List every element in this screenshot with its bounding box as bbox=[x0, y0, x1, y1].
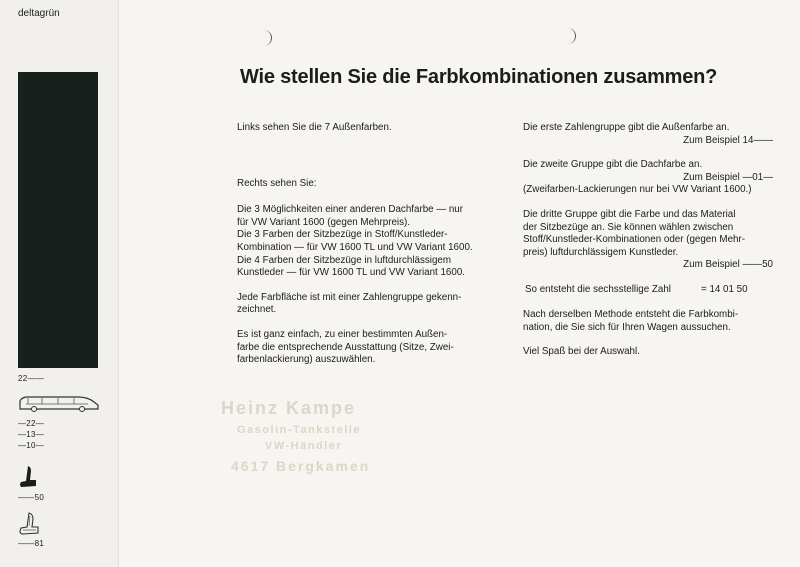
right-b1-example: Zum Beispiel 14—— bbox=[683, 134, 773, 146]
left-p3-line: Die 3 Farben der Sitzbezüge in Stoff/Kunstleder- bbox=[237, 229, 448, 241]
color-name: deltagrün bbox=[18, 8, 60, 19]
left-p5 bbox=[237, 329, 499, 367]
car-side-icon bbox=[18, 394, 100, 412]
left-p4-line: Jede Farbfläche ist mit einer Zahlengruppe gekenn- bbox=[237, 291, 462, 303]
left-p3-line: Die 4 Farben der Sitzbezüge in luftdurchlässigem bbox=[237, 254, 452, 266]
right-b4-line: nation, die Sie sich für Ihren Wagen aussuchen. bbox=[523, 321, 731, 333]
right-b4 bbox=[523, 309, 773, 334]
roof-code-1: —22— bbox=[18, 419, 45, 428]
result-row bbox=[523, 284, 773, 297]
exterior-color-swatch bbox=[18, 72, 98, 368]
color-sidebar bbox=[0, 0, 119, 567]
binding-hole-right bbox=[565, 28, 576, 44]
right-b1: Die erste Zahlengruppe gibt die Außenfarbe an. bbox=[523, 122, 730, 133]
right-b3-line: Die dritte Gruppe gibt die Farbe und das Material bbox=[523, 208, 736, 220]
stamp-line-4: 4617 Bergkamen bbox=[231, 458, 371, 474]
left-p3 bbox=[237, 204, 499, 280]
seat-fabric-code: ——50 bbox=[18, 493, 45, 502]
stamp-line-1: Heinz Kampe bbox=[221, 398, 357, 418]
roof-code-2: —13— bbox=[18, 430, 45, 439]
right-b2-note: (Zweifarben-Lackierungen nur bei VW Variant 1600.) bbox=[523, 184, 752, 196]
left-p1: Links sehen Sie die 7 Außenfarben. bbox=[237, 122, 392, 133]
left-p3-line: Kunstleder — für VW 1600 TL und VW Variant 1600. bbox=[237, 267, 465, 279]
right-b3-line: preis) luftdurchlässigem Kunstleder. bbox=[523, 246, 679, 258]
left-p3-line: Die 3 Möglichkeiten einer anderen Dachfarbe — nur bbox=[237, 204, 463, 216]
left-p5-line: farbenlackierung) auszuwählen. bbox=[237, 354, 376, 366]
right-b3-line: der Sitzbezüge an. Sie können wählen zwischen bbox=[523, 221, 734, 233]
left-p3-line: Kombination — für VW 1600 TL und VW Variant 1600. bbox=[237, 241, 473, 253]
left-p5-line: farbe die entsprechende Ausstattung (Sitze, Zwei- bbox=[237, 341, 454, 353]
left-p3-line: für VW Variant 1600 (gegen Mehrpreis). bbox=[237, 216, 410, 228]
right-b2: Die zweite Gruppe gibt die Dachfarbe an. bbox=[523, 159, 703, 171]
binding-hole-left bbox=[261, 30, 272, 46]
right-b4-line: Nach derselben Methode entsteht die Farbkombi- bbox=[523, 308, 739, 320]
result-value: = 14 01 50 bbox=[701, 283, 748, 295]
stamp-line-2: Gasolin-Tankstelle bbox=[237, 424, 361, 436]
right-b5: Viel Spaß bei der Auswahl. bbox=[523, 346, 640, 358]
result-label: So entsteht die sechsstellige Zahl bbox=[525, 283, 671, 295]
left-p5-line: Es ist ganz einfach, zu einer bestimmten Außen- bbox=[237, 328, 448, 340]
right-b2-example: Zum Beispiel —01— bbox=[683, 171, 773, 183]
content-page bbox=[119, 0, 800, 567]
right-b3-example: Zum Beispiel ——50 bbox=[683, 259, 773, 271]
page-title: Wie stellen Sie die Farbkombinationen zusammen? bbox=[240, 66, 718, 88]
right-b3-line: Stoff/Kunstleder-Kombinationen oder (gegen Mehr- bbox=[523, 234, 746, 246]
seat-icon bbox=[18, 465, 38, 489]
exterior-code: 22—— bbox=[18, 374, 45, 383]
left-p2: Rechts sehen Sie: bbox=[237, 177, 317, 189]
stamp-line-3: VW-Händler bbox=[265, 440, 343, 452]
left-p4 bbox=[237, 292, 499, 317]
left-p4-line: zeichnet. bbox=[237, 304, 277, 316]
left-column bbox=[237, 122, 499, 367]
right-b3 bbox=[523, 209, 773, 259]
seat-leather-code: ——81 bbox=[18, 539, 45, 548]
right-column bbox=[523, 122, 773, 359]
seat-outline-icon bbox=[18, 512, 40, 536]
roof-code-3: —10— bbox=[18, 441, 45, 450]
